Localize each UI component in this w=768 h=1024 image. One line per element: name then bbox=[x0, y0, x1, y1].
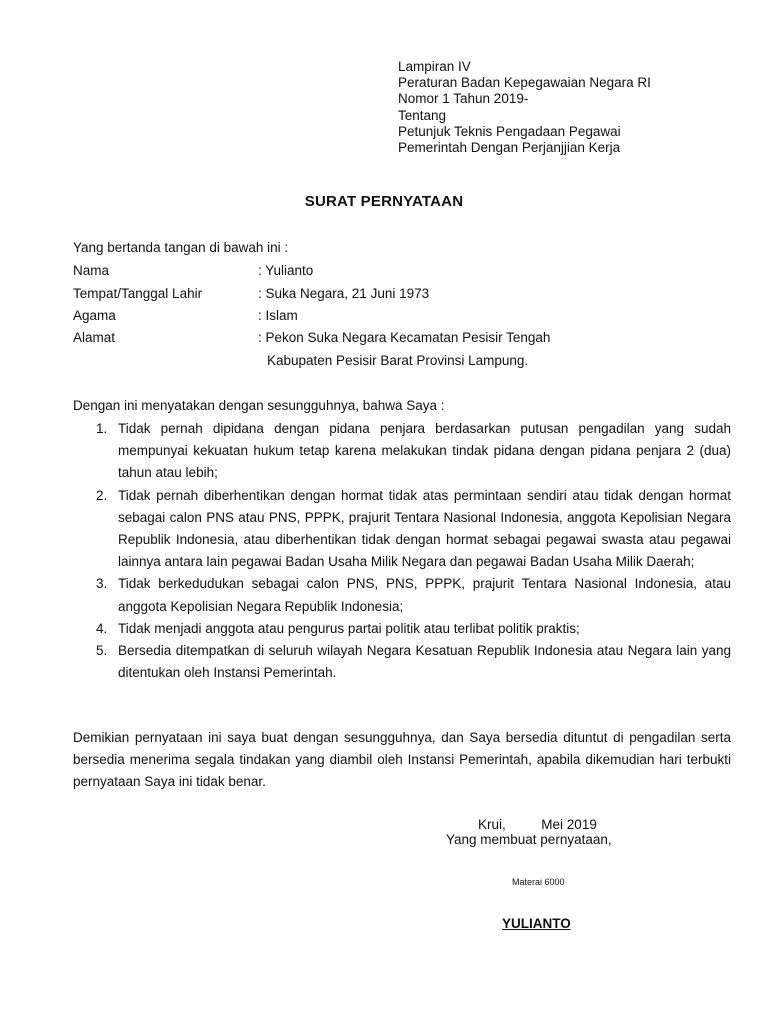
attachment-header bbox=[398, 59, 651, 156]
address-value-continued: Kabupaten Pesisir Barat Provinsi Lampung. bbox=[267, 353, 529, 368]
list-item bbox=[73, 573, 731, 617]
list-item bbox=[73, 618, 731, 640]
place-date bbox=[478, 817, 597, 832]
signature-place: Krui, bbox=[478, 817, 506, 832]
religion-label: Agama bbox=[73, 308, 116, 323]
stamp-label: Materai 6000 bbox=[512, 877, 565, 887]
attachment-line: Pemerintah Dengan Perjanjjian Kerja bbox=[398, 140, 621, 156]
document-title: SURAT PERNYATAAN bbox=[304, 193, 464, 210]
name-value: : Yulianto bbox=[258, 263, 314, 278]
address-value: : Pekon Suka Negara Kecamatan Pesisir Tengah bbox=[258, 330, 551, 345]
religion-value: : Islam bbox=[258, 308, 298, 323]
address-label: Alamat bbox=[73, 330, 116, 345]
name-label: Nama bbox=[73, 263, 110, 278]
attachment-line: Tentang bbox=[398, 107, 447, 123]
list-item-number: 5. bbox=[96, 643, 108, 659]
list-item-number: 4. bbox=[96, 620, 108, 636]
list-item-text: Bersedia ditempatkan di seluruh wilayah Negara Kesatuan Republik Indonesia atau Negara lain yang ditentukan oleh Instansi Pemerintah. bbox=[118, 643, 731, 681]
signature-date: Mei 2019 bbox=[541, 817, 597, 832]
list-item-number: 2. bbox=[96, 487, 108, 503]
closing-paragraph: Demikian pernyataan ini saya buat dengan sesungguhnya, dan Saya bersedia dituntut di pengadilan serta bersedia menerima segala tindakan yang diambil oleh Instansi Pemerintah, apabila dikemudian hari terbukti pernyataan Saya ini tidak benar. bbox=[73, 730, 731, 790]
list-item-number: 3. bbox=[96, 576, 108, 592]
declaration-intro: Dengan ini menyatakan dengan sesungguhnya, bahwa Saya : bbox=[73, 398, 445, 413]
statement-list bbox=[73, 418, 731, 684]
list-item-number: 1. bbox=[96, 421, 108, 436]
list-item bbox=[73, 485, 731, 574]
attachment-line: Petunjuk Teknis Pengadaan Pegawai bbox=[398, 123, 621, 139]
list-item bbox=[73, 418, 731, 485]
birth-label: Tempat/Tanggal Lahir bbox=[73, 286, 203, 301]
list-item bbox=[73, 640, 731, 684]
list-item-text: Tidak pernah diberhentikan dengan hormat tidak atas permintaan sendiri atau tidak dengan hormat sebagai calon PNS atau PNS, PPPK, prajurit Tentara Nasional Indonesia, anggota Kepolisian Negara Republik Indonesia, atau diberhentikan tidak dengan hormat sebagai pegawai swasta atau pegawai lainnya antara lain pegawai Badan Usaha Milik Negara dan pegawai Badan Usaha Milik Daerah; bbox=[118, 487, 731, 570]
list-item-text: Tidak menjadi anggota atau pengurus partai politik atau terlibat politik praktis; bbox=[118, 620, 580, 636]
birth-value: : Suka Negara, 21 Juni 1973 bbox=[258, 286, 430, 301]
attachment-line: Lampiran IV bbox=[398, 59, 471, 74]
list-item-text: Tidak pernah dipidana dengan pidana penjara berdasarkan putusan pengadilan yang sudah mempunyai kekuatan hukum tetap karena melakukan tindak pidana dengan pidana penjara 2 (dua) tahun atau lebih; bbox=[118, 421, 731, 481]
list-item-text: Tidak berkedudukan sebagai calon PNS, PNS, PPPK, prajurit Tentara Nasional Indonesia, atau anggota Kepolisian Negara Republik Indonesia; bbox=[118, 576, 731, 614]
intro-text: Yang bertanda tangan di bawah ini : bbox=[73, 240, 289, 255]
signer-name: YULIANTO bbox=[502, 916, 571, 931]
signature-maker-label: Yang membuat pernyataan, bbox=[446, 832, 612, 847]
attachment-line: Nomor 1 Tahun 2019- bbox=[398, 91, 529, 107]
attachment-line: Peraturan Badan Kepegawaian Negara RI bbox=[398, 75, 651, 91]
